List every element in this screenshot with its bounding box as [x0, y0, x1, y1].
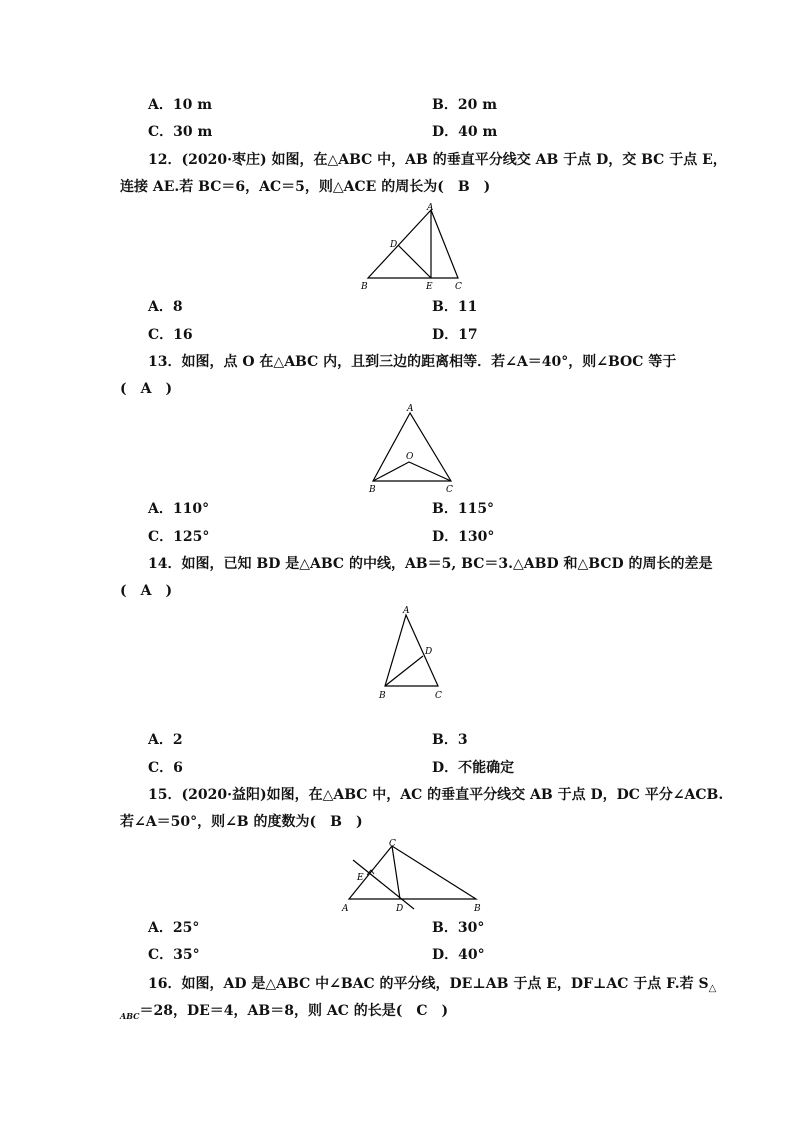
q12-figure: [358, 202, 478, 292]
q16-area-triangle-symbol: △: [708, 983, 717, 994]
q12-question-line1: 12．(2020·枣庄) 如图，在△ABC 中，AB 的垂直平分线交 AB 于点 D，交 BC 于点 E，: [148, 152, 727, 168]
q11-option-d: D．40 m: [432, 124, 498, 140]
q14-option-c: C．6: [148, 760, 183, 776]
q15-option-d: D．40°: [432, 947, 485, 963]
q12-triangle-abc: [368, 210, 458, 278]
q15-label-e: E: [357, 873, 364, 883]
q11-option-a: A．10 m: [148, 97, 213, 113]
q12-option-a: A．8: [148, 299, 183, 315]
q13-option-a: A．110°: [148, 501, 210, 517]
q12-option-b: B．11: [432, 299, 478, 315]
q13-label-b: B: [369, 485, 376, 495]
q12-label-b: B: [361, 282, 368, 292]
q14-option-a: A．2: [148, 732, 183, 748]
q13-option-d: D．130°: [432, 529, 495, 545]
q12-label-c: C: [455, 282, 462, 292]
q13-question-line2: ( A ): [120, 381, 173, 397]
q13-option-b: B．115°: [432, 501, 495, 517]
q12-label-d: D: [390, 240, 398, 250]
q13-segments-bo-oc: [373, 462, 451, 481]
q11-option-b: B．20 m: [432, 97, 498, 113]
q13-label-a: A: [407, 404, 414, 414]
q15-option-c: C．35°: [148, 947, 200, 963]
q12-option-c: C．16: [148, 327, 193, 343]
q12-label-a: A: [427, 203, 434, 213]
q12-label-e: E: [426, 282, 433, 292]
q16-line1-text: 16．如图，AD 是△ABC 中∠BAC 的平分线，DE⊥AB 于点 E，DF⊥AC 于点 F.若 S: [148, 976, 709, 992]
q15-label-b: B: [474, 904, 481, 914]
q13-label-o: O: [406, 452, 414, 462]
q14-question-line2: ( A ): [120, 583, 173, 599]
q13-label-c: C: [446, 485, 453, 495]
q15-label-a: A: [342, 904, 349, 914]
q15-label-c: C: [389, 839, 396, 849]
q16-line2-text: ＝28，DE＝4，AB＝8，则 AC 的长是( C ): [139, 1003, 449, 1019]
q11-option-c: C．30 m: [148, 124, 213, 140]
q14-segment-bd: [385, 656, 423, 686]
q13-triangle-abc: [373, 413, 451, 481]
q12-question-line2: 连接 AE.若 BC＝6，AC＝5，则△ACE 的周长为( B ): [120, 179, 491, 195]
q13-question-line1: 13．如图，点 O 在△ABC 内，且到三边的距离相等．若∠A＝40°，则∠BOC 等于: [148, 354, 677, 370]
q15-question-line1: 15．(2020·益阳)如图，在△ABC 中，AC 的垂直平分线交 AB 于点 D，DC 平分∠ACB.: [148, 787, 724, 803]
q14-label-a: A: [403, 606, 410, 616]
q14-question-line1: 14．如图，已知 BD 是△ABC 的中线，AB＝5, BC＝3.△ABD 和△BCD 的周长的差是: [148, 556, 713, 572]
q14-option-d: D．不能确定: [432, 760, 515, 776]
q12-segment-de: [398, 245, 431, 278]
q15-figure: [336, 836, 486, 916]
q15-option-b: B．30°: [432, 920, 485, 936]
q14-figure: [374, 602, 464, 702]
q13-option-c: C．125°: [148, 529, 210, 545]
q15-segment-cd: [392, 846, 400, 899]
q15-label-d: D: [396, 904, 404, 914]
q12-option-d: D．17: [432, 327, 478, 343]
q14-label-b: B: [379, 691, 386, 701]
q15-option-a: A．25°: [148, 920, 200, 936]
q13-figure: [364, 400, 474, 495]
q16-area-subscript: ABC: [120, 1011, 140, 1021]
q14-label-c: C: [435, 691, 442, 701]
q16-question-line1: [148, 975, 716, 998]
q14-label-d: D: [425, 647, 433, 657]
q16-question-line2: [120, 1002, 448, 1025]
q14-option-b: B．3: [432, 732, 468, 748]
q15-perpendicular-bisector: [353, 860, 414, 909]
q15-question-line2: 若∠A＝50°，则∠B 的度数为( B ): [120, 814, 363, 830]
